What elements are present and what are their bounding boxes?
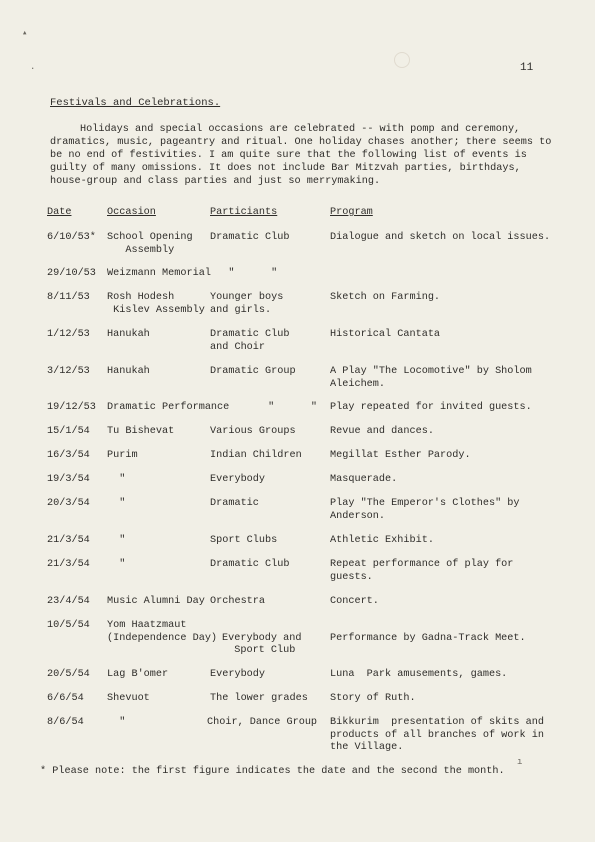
row-program: Play "The Emperor's Clothes" by Anderson. (330, 498, 520, 522)
row-occasion: Yom Haatzmaut (Independence Day) (107, 620, 218, 644)
row-date: 19/12/53 (47, 402, 96, 413)
row-date: 1/12/53 (47, 329, 90, 340)
row-participants: Various Groups (210, 426, 296, 437)
row-participants: Dramatic Club and Choir (210, 329, 290, 353)
row-participants: Sport Clubs (210, 535, 278, 546)
row-program: Masquerade. (330, 474, 398, 485)
scan-speck: ▴ (22, 28, 28, 38)
footnote: * Please note: the first figure indicates the date and the second the month. (40, 766, 505, 777)
row-occasion: Lag B'omer (107, 669, 169, 680)
row-date: 8/11/53 (47, 292, 90, 303)
row-occasion: Weizmann Memorial (107, 268, 211, 279)
header-occasion: Occasion (107, 207, 156, 218)
row-participants: Orchestra (210, 596, 266, 607)
row-date: 21/3/54 (47, 535, 90, 546)
row-occasion: Shevuot (107, 693, 150, 704)
paper-hole-mark (394, 52, 410, 68)
row-participants: Younger boys and girls. (210, 292, 284, 316)
row-date: 21/3/54 (47, 559, 90, 570)
row-occasion: Purim (107, 450, 138, 461)
header-program: Program (330, 207, 373, 218)
page-number: 11 (520, 62, 534, 74)
row-program: Play repeated for invited guests. (330, 402, 532, 413)
row-program: Megillat Esther Parody. (330, 450, 471, 461)
row-participants: Dramatic Group (210, 366, 296, 377)
row-program: Story of Ruth. (330, 693, 416, 704)
row-participants: Everybody and Sport Club (222, 632, 302, 656)
row-date: 19/3/54 (47, 474, 90, 485)
row-program: Dialogue and sketch on local issues. (330, 232, 551, 243)
intro-line: dramatics, music, pageantry and ritual. One holiday chases another; there seems to (50, 137, 552, 148)
row-participants: Everybody (210, 669, 266, 680)
row-date: 15/1/54 (47, 426, 90, 437)
scan-speck: ı (517, 757, 523, 767)
section-title: Festivals and Celebrations. (50, 97, 221, 109)
row-occasion: Music Alumni Day (107, 596, 205, 607)
row-program: A Play "The Locomotive" by Sholom Aleichem. (330, 366, 532, 390)
row-occasion: " (107, 474, 126, 485)
header-date: Date (47, 207, 72, 218)
row-program: Performance by Gadna-Track Meet. (330, 632, 526, 644)
row-occasion: Hanukah (107, 366, 150, 377)
row-occasion: " (107, 559, 126, 570)
row-participants: The lower grades (210, 693, 308, 704)
intro-line: guilty of many omissions. It does not include Bar Mitzvah parties, birthdays, (50, 163, 521, 174)
row-program: Revue and dances. (330, 426, 434, 437)
intro-paragraph (50, 123, 555, 188)
row-date: 23/4/54 (47, 596, 90, 607)
row-participants: Dramatic Club (210, 559, 290, 570)
row-occasion: Dramatic Performance (107, 402, 230, 413)
scan-speck: · (30, 64, 36, 74)
row-program: Athletic Exhibit. (330, 535, 434, 546)
row-date: 29/10/53 (47, 268, 96, 279)
row-participants: " " (210, 268, 278, 279)
row-program: Luna Park amusements, games. (330, 669, 508, 680)
row-participants: Choir, Dance Group (207, 717, 318, 728)
intro-line: be no end of festivities. I am quite sure that the following list of events is (50, 150, 527, 161)
row-occasion: Hanukah (107, 329, 150, 340)
row-occasion: " (107, 717, 126, 728)
row-occasion: School Opening Assembly (107, 232, 193, 256)
row-date: 8/6/54 (47, 717, 84, 728)
row-date: 3/12/53 (47, 366, 90, 377)
row-occasion: Tu Bishevat (107, 426, 175, 437)
row-date: 10/5/54 (47, 620, 90, 631)
intro-line: house-group and class parties and just so merrymaking. (50, 176, 381, 187)
row-program: Repeat performance of play for guests. (330, 559, 514, 583)
row-date: 6/6/54 (47, 693, 84, 704)
header-participants: Particiants (210, 207, 278, 218)
row-date: 20/3/54 (47, 498, 90, 509)
row-participants: Dramatic (210, 498, 259, 509)
row-program: Bikkurim presentation of skits and products of all branches of work in the Village. (330, 717, 544, 753)
row-participants: Indian Children (210, 450, 302, 461)
row-occasion: " (107, 535, 126, 546)
row-date: 6/10/53* (47, 232, 96, 243)
row-program: Sketch on Farming. (330, 292, 441, 303)
row-date: 20/5/54 (47, 669, 90, 680)
row-participants: Everybody (210, 474, 266, 485)
row-program: Concert. (330, 596, 379, 607)
row-occasion: Rosh Hodesh Kislev Assembly (107, 292, 205, 316)
row-program: Historical Cantata (330, 329, 441, 340)
row-occasion: " (107, 498, 126, 509)
intro-line: Holidays and special occasions are celebrated -- with pomp and ceremony, (80, 124, 521, 135)
row-participants: Dramatic Club (210, 232, 290, 243)
row-date: 16/3/54 (47, 450, 90, 461)
row-participants: " " (262, 402, 318, 413)
